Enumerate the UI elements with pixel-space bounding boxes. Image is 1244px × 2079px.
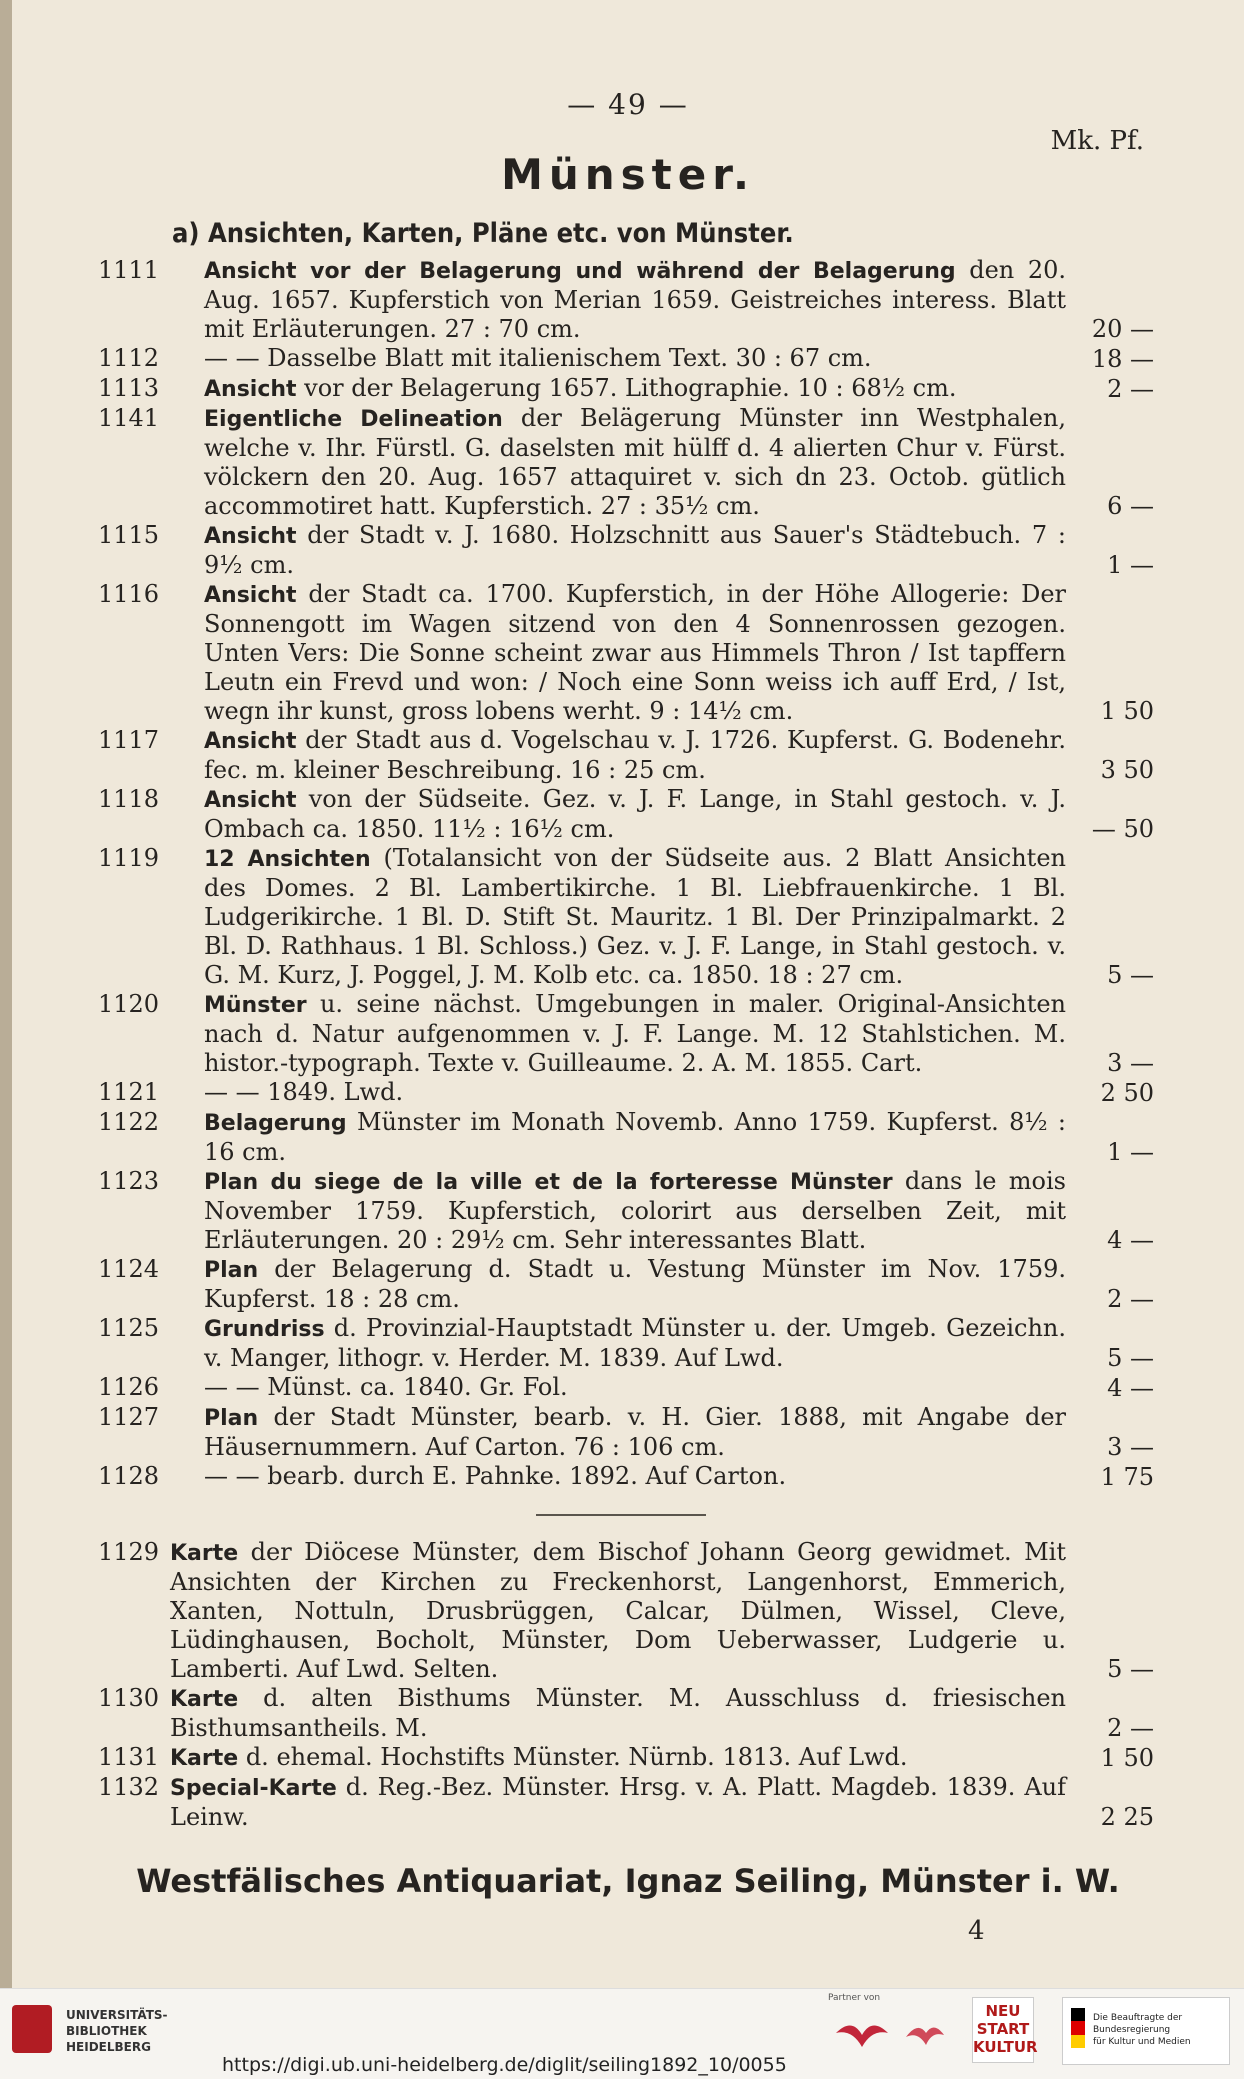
entry-description: d. Reg.-Bez. Münster. Hrsg. v. A. Platt. Magdeb. 1839. Auf Leinw. <box>170 1773 1066 1831</box>
entry-number: 1122 <box>98 1108 160 1136</box>
entry-text <box>170 1684 1066 1743</box>
entry-keyword: Ansicht <box>204 729 297 754</box>
catalog-entry <box>12 1773 1244 1832</box>
federal-flag-icon <box>1071 2008 1085 2048</box>
entry-list-views <box>12 256 1244 1492</box>
catalog-entry <box>12 1743 1244 1773</box>
entry-price: 2 50 <box>1100 1079 1154 1107</box>
entry-price: 4 — <box>1107 1374 1154 1402</box>
entry-price: 5 — <box>1107 961 1154 989</box>
entry-text <box>204 404 1066 521</box>
entry-number: 1128 <box>98 1462 160 1490</box>
catalog-entry <box>12 1314 1244 1373</box>
library-name <box>66 2007 168 2055</box>
catalog-entry <box>12 1538 1244 1684</box>
entry-description: Münster im Monath Novemb. Anno 1759. Kupferst. 8½ : 16 cm. <box>204 1108 1066 1166</box>
entry-text <box>204 1462 1066 1492</box>
entry-text <box>204 844 1066 990</box>
entry-number: 1131 <box>98 1743 160 1771</box>
neustart-line: NEU <box>985 2002 1021 2020</box>
entry-text <box>204 1167 1066 1255</box>
entry-text <box>204 374 1066 404</box>
neustart-kultur-logo[interactable] <box>972 1997 1038 2063</box>
catalog-entry <box>12 990 1244 1078</box>
entry-keyword: Plan <box>204 1258 259 1283</box>
entry-price: 2 25 <box>1100 1803 1154 1831</box>
entry-description: — — 1849. Lwd. <box>204 1078 404 1106</box>
entry-text <box>204 1108 1066 1167</box>
catalog-entry <box>12 580 1244 726</box>
entry-text <box>204 1255 1066 1314</box>
entry-number: 1119 <box>98 844 160 872</box>
entry-description: d. ehemal. Hochstifts Münster. Nürnb. 1813. Auf Lwd. <box>238 1743 908 1771</box>
entry-number: 1130 <box>98 1684 160 1712</box>
entry-number: 1132 <box>98 1773 160 1801</box>
entry-price: 4 — <box>1107 1226 1154 1254</box>
entry-keyword: Karte <box>170 1541 239 1566</box>
entry-description: der Stadt ca. 1700. Kupferstich, in der Höhe Allogerie: Der Sonnengott im Wagen sitzend von den 4 Sonnenrossen gezogen. Unten Vers: Die Sonne scheint zwar aus Himmels Thron / Ist tapffern Leutn ein Frevd und won: / Noch eine Sonn weiss ich auff Erd, / Ist, wegn ihr kunst, gross lobens werht. 9 : 14½ cm. <box>204 580 1066 725</box>
entry-number: 1111 <box>98 256 160 284</box>
catalog-entry <box>12 256 1244 344</box>
entry-price: 1 75 <box>1100 1463 1154 1491</box>
entry-keyword: Eigentliche Delineation <box>204 407 503 432</box>
bund-kultur-logo[interactable] <box>1062 1997 1230 2065</box>
entry-number: 1116 <box>98 580 160 608</box>
entry-description: dans le mois November 1759. Kupferstich, colorirt aus derselben Zeit, mit Erläuterungen. 20 : 29½ cm. Sehr interessantes Blatt. <box>204 1167 1066 1254</box>
entry-number: 1118 <box>98 785 160 813</box>
catalog-entry <box>12 1462 1244 1492</box>
entry-description: der Stadt v. J. 1680. Holzschnitt aus Sauer's Städtebuch. 7 : 9½ cm. <box>204 521 1066 579</box>
catalog-entry <box>12 1167 1244 1255</box>
entry-number: 1125 <box>98 1314 160 1342</box>
catalog-entry <box>12 1078 1244 1108</box>
entry-number: 1115 <box>98 521 160 549</box>
entry-number: 1129 <box>98 1538 160 1566</box>
entry-description: u. seine nächst. Umgebungen in maler. Original-Ansichten nach d. Natur aufgenommen v. J. F. Lange. M. 12 Stahlstichen. M. histor.-typograph. Texte v. Guilleaume. 2. A. M. 1855. Cart. <box>204 990 1066 1077</box>
partner-logo-2-icon[interactable] <box>900 2013 950 2053</box>
entry-number: 1123 <box>98 1167 160 1195</box>
neustart-line: START <box>976 2020 1030 2038</box>
library-logo[interactable] <box>12 1999 172 2061</box>
catalog-entry <box>12 374 1244 404</box>
entry-price: 2 — <box>1107 1714 1154 1742</box>
entry-description: der Belägerung Münster inn Westphalen, welche v. Ihr. Fürstl. G. daselsten mit hülff d. 4 alierten Chur v. Fürst. völckern den 20. Aug. 1657 attaquiret v. sich dn 23. Octob. gütlich accommotiret hatt. Kupferstich. 27 : 35½ cm. <box>204 404 1066 520</box>
signature-mark: 4 <box>968 1916 985 1946</box>
section-subtitle: a) Ansichten, Karten, Pläne etc. von Münster. <box>172 218 794 249</box>
entry-number: 1124 <box>98 1255 160 1283</box>
entry-text <box>204 580 1066 726</box>
entry-number: 1121 <box>98 1078 160 1106</box>
entry-keyword: Karte <box>170 1687 239 1712</box>
entry-price: 1 — <box>1107 551 1154 579</box>
catalog-entry <box>12 785 1244 844</box>
entry-list-maps <box>12 1538 1244 1832</box>
entry-description: der Diöcese Münster, dem Bischof Johann Georg gewidmet. Mit Ansichten der Kirchen zu Freckenhorst, Langenhorst, Emmerich, Xanten, Nottuln, Drusbrüggen, Calcar, Dülmen, Wissel, Cleve, Lüdinghausen, Bocholt, Münster, Dom Ueberwasser, Ludgerie u. Lamberti. Auf Lwd. Selten. <box>170 1538 1066 1683</box>
catalog-entry <box>12 1684 1244 1743</box>
catalog-entry <box>12 521 1244 580</box>
entry-number: 1112 <box>98 344 160 372</box>
entry-number: 1141 <box>98 404 160 432</box>
entry-price: 20 — <box>1091 315 1154 343</box>
entry-price: 3 50 <box>1100 756 1154 784</box>
library-name-line: UNIVERSITÄTS- <box>66 2008 168 2022</box>
entry-text <box>204 990 1066 1078</box>
entry-price: 2 — <box>1107 1285 1154 1313</box>
entry-description: den 20. Aug. 1657. Kupferstich von Merian 1659. Geistreiches interess. Blatt mit Erläuterungen. 27 : 70 cm. <box>204 256 1067 343</box>
entry-price: 3 — <box>1107 1049 1154 1077</box>
entry-text <box>204 785 1066 844</box>
neustart-line: KULTUR <box>973 2038 1038 2056</box>
entry-keyword: Ansicht <box>204 377 297 402</box>
entry-keyword: Plan du siege de la ville et de la forteresse Münster <box>204 1170 893 1195</box>
library-name-line: HEIDELBERG <box>66 2040 151 2054</box>
entry-text <box>170 1773 1066 1832</box>
entry-price: 3 — <box>1107 1433 1154 1461</box>
entry-price: 1 50 <box>1100 1744 1154 1772</box>
entry-description: — — Münst. ca. 1840. Gr. Fol. <box>204 1373 568 1401</box>
entry-text <box>204 1373 1066 1403</box>
entry-price: 18 — <box>1091 345 1154 373</box>
entry-description: der Stadt aus d. Vogelschau v. J. 1726. Kupferst. G. Bodenehr. fec. m. kleiner Beschreibung. 16 : 25 cm. <box>204 726 1066 784</box>
entry-description: d. Provinzial-Hauptstadt Münster u. der. Umgeb. Gezeichn. v. Manger, lithogr. v. Herder. M. 1839. Auf Lwd. <box>204 1314 1066 1372</box>
page-title: Münster. <box>501 150 755 199</box>
catalog-entry <box>12 1403 1244 1462</box>
entry-price: — 50 <box>1091 815 1154 843</box>
entry-keyword: Special-Karte <box>170 1776 337 1801</box>
entry-keyword: Ansicht <box>204 583 297 608</box>
bund-text <box>1093 2012 1229 2048</box>
partner-logo-1-icon[interactable] <box>832 2013 892 2053</box>
bund-text-line: Die Beauftragte der Bundesregierung <box>1093 2013 1183 2035</box>
entry-number: 1120 <box>98 990 160 1018</box>
currency-header: Mk. Pf. <box>1050 126 1144 156</box>
entry-keyword: Plan <box>204 1406 259 1431</box>
library-name-line: BIBLIOTHEK <box>66 2024 147 2038</box>
entry-price: 6 — <box>1107 492 1154 520</box>
catalog-entry <box>12 1108 1244 1167</box>
section-divider <box>536 1514 706 1516</box>
entry-keyword: Grundriss <box>204 1317 325 1342</box>
partner-label: Partner von <box>828 1993 881 2003</box>
entry-text <box>204 1078 1066 1108</box>
entry-description: — — bearb. durch E. Pahnke. 1892. Auf Carton. <box>204 1462 787 1490</box>
entry-price: 1 50 <box>1100 697 1154 725</box>
entry-description: vor der Belagerung 1657. Lithographie. 10 : 68½ cm. <box>296 374 957 402</box>
catalog-entries <box>12 256 1244 1832</box>
entry-number: 1127 <box>98 1403 160 1431</box>
entry-description: d. alten Bisthums Münster. M. Ausschluss d. friesischen Bisthumsantheils. M. <box>170 1684 1066 1742</box>
entry-number: 1126 <box>98 1373 160 1401</box>
entry-description: der Belagerung d. Stadt u. Vestung Münster im Nov. 1759. Kupferst. 18 : 28 cm. <box>204 1255 1066 1313</box>
entry-keyword: 12 Ansichten <box>204 847 371 872</box>
entry-price: 5 — <box>1107 1655 1154 1683</box>
entry-price: 1 — <box>1107 1138 1154 1166</box>
entry-text <box>170 1538 1066 1684</box>
entry-number: 1117 <box>98 726 160 754</box>
entry-text <box>170 1743 1066 1773</box>
catalog-entry <box>12 1373 1244 1403</box>
entry-description: von der Südseite. Gez. v. J. F. Lange, in Stahl gestoch. v. J. Ombach ca. 1850. 11½ : 16½ cm. <box>204 785 1066 843</box>
catalog-entry <box>12 404 1244 521</box>
entry-price: 2 — <box>1107 375 1154 403</box>
catalog-entry <box>12 844 1244 990</box>
entry-text <box>204 256 1066 344</box>
entry-text <box>204 344 1066 374</box>
entry-description: — — Dasselbe Blatt mit italienischem Text. 30 : 67 cm. <box>204 344 872 372</box>
entry-keyword: Münster <box>204 993 307 1018</box>
bund-text-line: für Kultur und Medien <box>1093 2037 1191 2047</box>
publisher-advert: Westfälisches Antiquariat, Ignaz Seiling, Münster i. W. <box>136 1862 1120 1900</box>
catalog-entry <box>12 726 1244 785</box>
entry-keyword: Ansicht <box>204 524 297 549</box>
entry-number: 1113 <box>98 374 160 402</box>
entry-price: 5 — <box>1107 1344 1154 1372</box>
entry-keyword: Ansicht vor der Belagerung und während der Belagerung <box>204 259 956 284</box>
catalog-entry <box>12 344 1244 374</box>
library-emblem-icon <box>12 2005 52 2053</box>
entry-description: der Stadt Münster, bearb. v. H. Gier. 1888, mit Angabe der Häusernummern. Auf Carton. 76 : 106 cm. <box>204 1403 1066 1461</box>
entry-description: (Totalansicht von der Südseite aus. 2 Blatt Ansichten des Domes. 2 Bl. Lambertikirche. 1 Bl. Liebfrauenkirche. 1 Bl. Ludgerikirche. 1 Bl. D. Stift St. Mauritz. 1 Bl. Der Prinzipalmarkt. 2 Bl. D. Rathhaus. 1 Bl. Schloss.) Gez. v. J. F. Lange, in Stahl gestoch. v. G. M. Kurz, J. Poggel, J. M. Kolb etc. ca. 1850. 18 : 27 cm. <box>204 844 1066 989</box>
entry-keyword: Karte <box>170 1746 239 1771</box>
page-number: — 49 — <box>567 88 689 121</box>
page-url[interactable]: https://digi.ub.uni-heidelberg.de/diglit/seiling1892_10/0055 <box>222 2054 787 2076</box>
entry-text <box>204 726 1066 785</box>
entry-text <box>204 1403 1066 1462</box>
entry-text <box>204 1314 1066 1373</box>
entry-keyword: Ansicht <box>204 788 297 813</box>
catalog-entry <box>12 1255 1244 1314</box>
entry-keyword: Belagerung <box>204 1111 347 1136</box>
entry-text <box>204 521 1066 580</box>
